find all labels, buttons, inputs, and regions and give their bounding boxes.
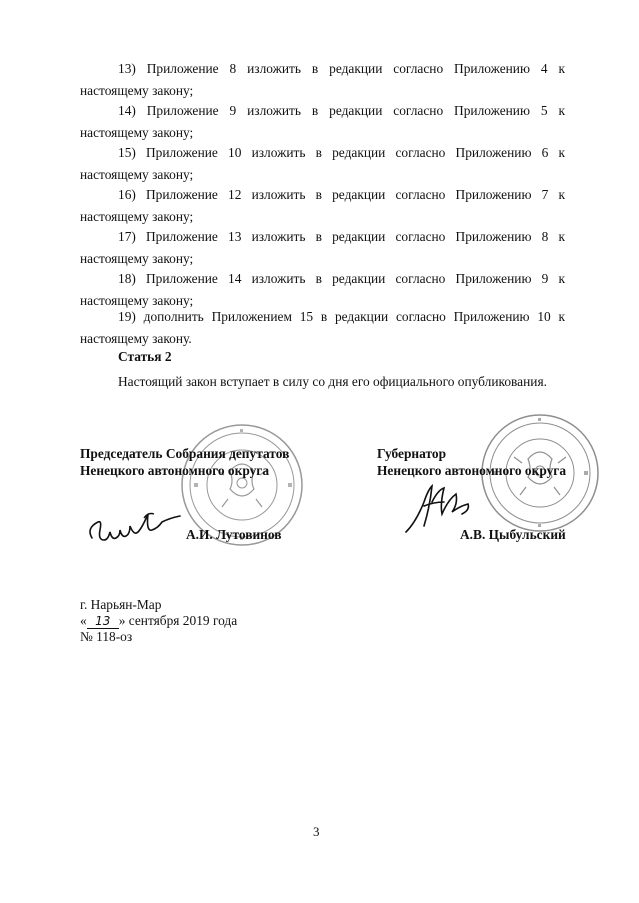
signatory-right-name: А.В. Цыбульский: [460, 527, 566, 542]
list-item: 18) Приложение 14 изложить в редакции согласно Приложению 9 к настоящему закону;: [80, 271, 565, 308]
page-number: 3: [313, 824, 320, 839]
signature-left: [86, 508, 186, 554]
article-text: Настоящий закон вступает в силу со дня его официального опубликования.: [118, 374, 547, 389]
list-item: 17) Приложение 13 изложить в редакции согласно Приложению 8 к настоящему закону;: [80, 229, 565, 266]
signatory-left-title-line1: Председатель Собрания депутатов: [80, 446, 290, 461]
law-number: № 118-оз: [80, 629, 133, 644]
date-day: 13: [87, 614, 119, 629]
date-open-quote: «: [80, 613, 87, 628]
signatory-right-title: [377, 445, 566, 479]
city: г. Нарьян-Мар: [80, 597, 162, 612]
article-heading: Статья 2: [118, 349, 172, 364]
signatory-right-title-line2: Ненецкого автономного округа: [377, 463, 567, 478]
list-item: 13) Приложение 8 изложить в редакции согласно Приложению 4 к настоящему закону;: [80, 61, 565, 98]
signatory-left-title-line2: Ненецкого автономного округа: [80, 463, 270, 478]
signatory-right-title-line1: Губернатор: [377, 446, 447, 461]
signatory-left-name: А.И. Лутовинов: [186, 527, 282, 542]
date-line: [80, 612, 237, 629]
signatory-left-title: [80, 445, 289, 479]
list-item: 16) Приложение 12 изложить в редакции согласно Приложению 7 к настоящему закону;: [80, 187, 565, 224]
date-rest: » сентября 2019 года: [118, 613, 238, 628]
list-item: 19) дополнить Приложением 15 в редакции согласно Приложению 10 к настоящему закону.: [80, 309, 565, 346]
list-item: 14) Приложение 9 изложить в редакции согласно Приложению 5 к настоящему закону;: [80, 103, 565, 140]
list-item: 15) Приложение 10 изложить в редакции согласно Приложению 6 к настоящему закону;: [80, 145, 565, 182]
